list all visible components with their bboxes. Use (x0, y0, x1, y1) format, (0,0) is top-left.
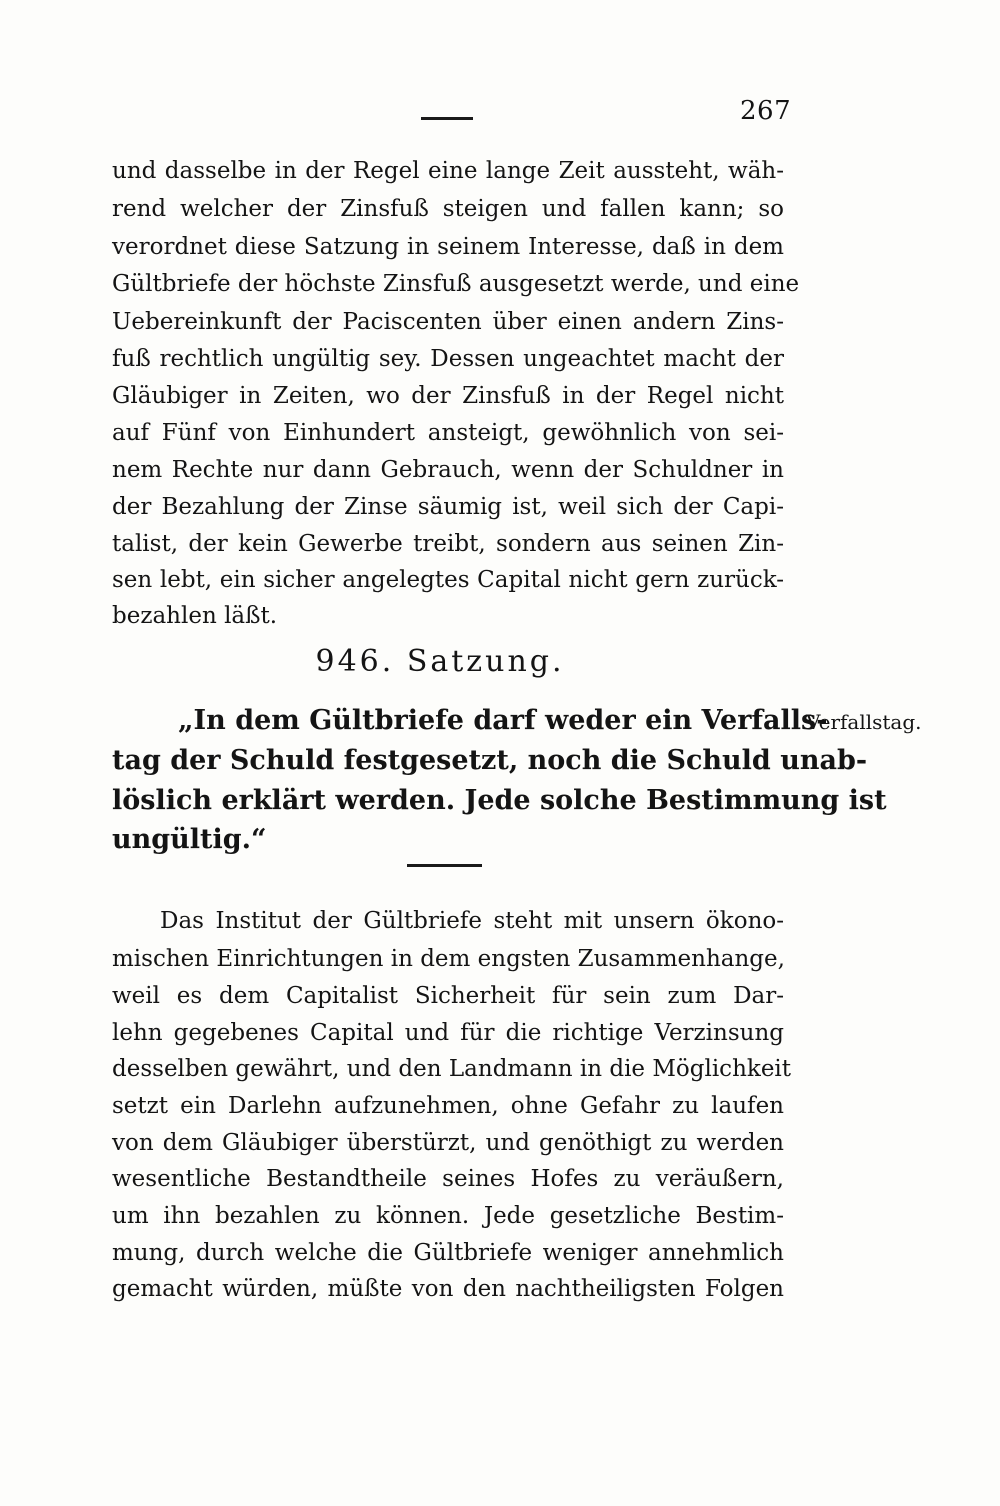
text-line: mischen Einrichtungen in dem engsten Zusammenhange, (112, 946, 785, 972)
text-line: um ihn bezahlen zu können. Jede gesetzliche Bestim- (112, 1203, 784, 1229)
quote-line: „In dem Gültbriefe darf weder ein Verfalls- (178, 705, 828, 736)
text-line: von dem Gläubiger überstürzt, und genöthigt zu werden (112, 1130, 784, 1156)
text-line: gemacht würden, müßte von den nachtheiligsten Folgen (112, 1276, 784, 1302)
text-line: nem Rechte nur dann Gebrauch, wenn der Schuldner in (112, 457, 784, 483)
text-line: bezahlen läßt. (112, 603, 278, 629)
text-line: Gültbriefe der höchste Zinsfuß ausgesetzt werde, und eine (112, 271, 800, 297)
text-line: Das Institut der Gültbriefe steht mit unsern ökono- (160, 908, 784, 934)
text-line: talist, der kein Gewerbe treibt, sondern aus seinen Zin- (112, 531, 784, 557)
text-line: verordnet diese Satzung in seinem Interesse, daß in dem (112, 234, 784, 260)
quote-line: ungültig.“ (112, 824, 267, 855)
header-rule (421, 117, 473, 120)
text-line: mung, durch welche die Gültbriefe weniger annehmlich (112, 1240, 784, 1266)
text-line: wesentliche Bestandtheile seines Hofes zu veräußern, (112, 1166, 784, 1192)
text-line: Uebereinkunft der Paciscenten über einen andern Zins- (112, 309, 784, 335)
quote-line: löslich erklärt werden. Jede solche Bestimmung ist (112, 785, 887, 816)
text-line: der Bezahlung der Zinse säumig ist, weil sich der Capi- (112, 494, 784, 520)
text-line: und dasselbe in der Regel eine lange Zeit aussteht, wäh- (112, 158, 784, 184)
section-heading: 946. Satzung. (315, 644, 565, 679)
page-number: 267 (740, 96, 792, 126)
text-line: rend welcher der Zinsfuß steigen und fallen kann; so (112, 196, 784, 222)
text-line: sen lebt, ein sicher angelegtes Capital nicht gern zurück- (112, 567, 784, 593)
text-line: weil es dem Capitalist Sicherheit für sein zum Dar- (112, 983, 784, 1009)
text-line: setzt ein Darlehn aufzunehmen, ohne Gefahr zu laufen (112, 1093, 784, 1119)
section-divider (407, 864, 482, 867)
text-line: fuß rechtlich ungültig sey. Dessen ungeachtet macht der (112, 346, 784, 372)
text-line: lehn gegebenes Capital und für die richtige Verzinsung (112, 1020, 784, 1046)
margin-note: Verfallstag. (806, 710, 922, 734)
quote-line: tag der Schuld festgesetzt, noch die Schuld unab- (112, 745, 868, 776)
text-line: desselben gewährt, und den Landmann in die Möglichkeit (112, 1056, 792, 1082)
text-line: auf Fünf von Einhundert ansteigt, gewöhnlich von sei- (112, 420, 784, 446)
text-line: Gläubiger in Zeiten, wo der Zinsfuß in der Regel nicht (112, 383, 784, 409)
